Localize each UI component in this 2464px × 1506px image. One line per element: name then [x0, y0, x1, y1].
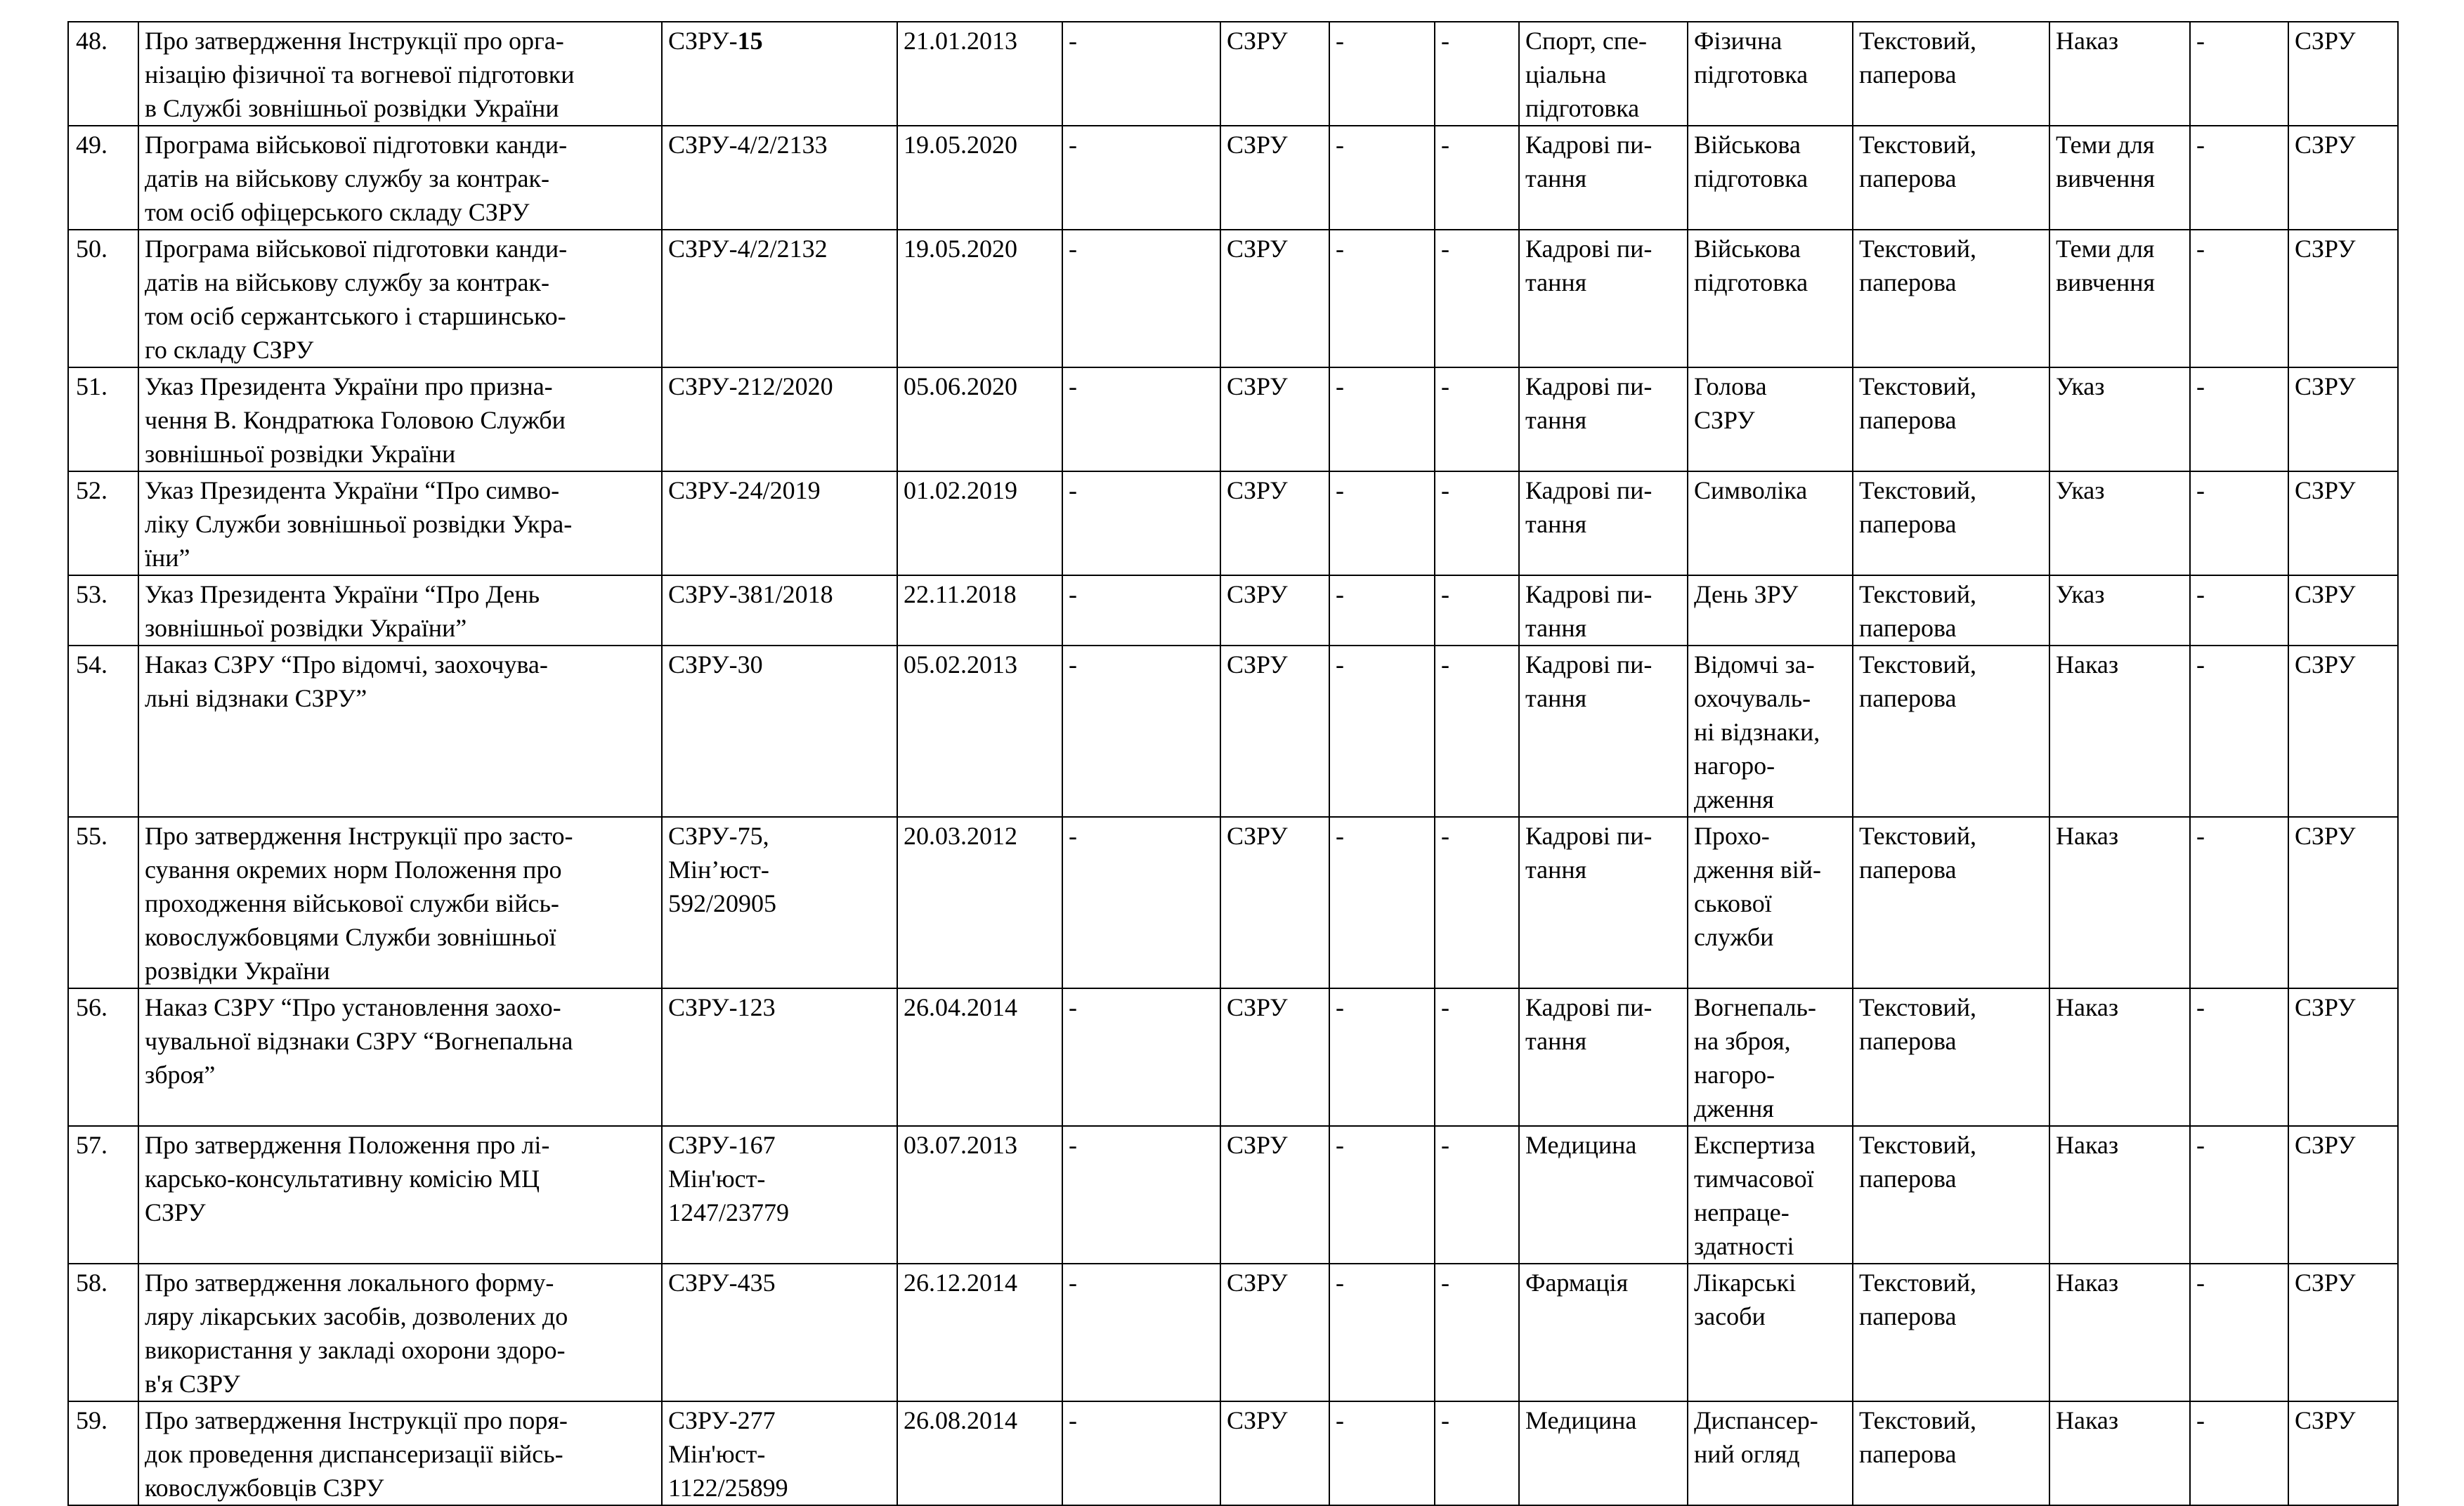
document-code-prefix: СЗРУ-4/2/2133	[668, 131, 828, 159]
document-category: Кадрові пи- тання	[1519, 471, 1688, 575]
document-type: Наказ	[2049, 1264, 2190, 1401]
document-subject: Лікарські засоби	[1688, 1264, 1853, 1401]
cell-dash: -	[1329, 367, 1435, 471]
document-code	[662, 1401, 897, 1505]
document-owner: СЗРУ	[2288, 575, 2398, 646]
document-title: Указ Президента України “Про День зовнішньої розвідки України”	[138, 575, 662, 646]
document-date: 01.02.2019	[897, 471, 1062, 575]
document-title: Програма військової підготовки канди- датів на військову службу за контрак- том осіб офіцерського складу СЗРУ	[138, 126, 662, 230]
document-author: СЗРУ	[1220, 646, 1329, 817]
document-title: Указ Президента України “Про симво- ліку Служби зовнішньої розвідки Укра- їни”	[138, 471, 662, 575]
document-author: СЗРУ	[1220, 817, 1329, 988]
document-category: Кадрові пи- тання	[1519, 367, 1688, 471]
document-date: 26.08.2014	[897, 1401, 1062, 1505]
document-subject: Голова СЗРУ	[1688, 367, 1853, 471]
document-subject: Експертиза тимчасової непраце- здатності	[1688, 1126, 1853, 1264]
document-format: Текстовий, паперова	[1853, 1401, 2049, 1505]
table-body	[68, 22, 2398, 1505]
cell-dash: -	[2190, 817, 2288, 988]
cell-dash: -	[2190, 1264, 2288, 1401]
cell-dash: -	[1329, 1264, 1435, 1401]
cell-dash: -	[1329, 230, 1435, 367]
document-type: Теми для вивчення	[2049, 230, 2190, 367]
document-category: Медицина	[1519, 1401, 1688, 1505]
document-code-prefix: СЗРУ-75, Мін’юст- 592/20905	[668, 822, 777, 917]
row-number: 51.	[68, 367, 138, 471]
document-code	[662, 1264, 897, 1401]
document-subject: Відомчі за- охочуваль- ні відзнаки, нагоро- дження	[1688, 646, 1853, 817]
cell-dash: -	[1435, 126, 1519, 230]
cell-dash: -	[1062, 367, 1220, 471]
cell-dash: -	[1435, 1126, 1519, 1264]
document-code-prefix: СЗРУ-277 Мін'юст- 1122/25899	[668, 1406, 788, 1502]
cell-dash: -	[1435, 1264, 1519, 1401]
cell-dash: -	[1435, 230, 1519, 367]
document-date: 22.11.2018	[897, 575, 1062, 646]
document-subject: Військова підготовка	[1688, 230, 1853, 367]
table-row	[68, 1126, 2398, 1264]
document-subject: Символіка	[1688, 471, 1853, 575]
document-type: Наказ	[2049, 817, 2190, 988]
cell-dash: -	[1062, 471, 1220, 575]
cell-dash: -	[1062, 1264, 1220, 1401]
document-format: Текстовий, паперова	[1853, 575, 2049, 646]
cell-dash: -	[1329, 575, 1435, 646]
table-row	[68, 230, 2398, 367]
document-author: СЗРУ	[1220, 22, 1329, 126]
document-category: Кадрові пи- тання	[1519, 817, 1688, 988]
cell-dash: -	[1435, 988, 1519, 1126]
row-number: 56.	[68, 988, 138, 1126]
row-number: 53.	[68, 575, 138, 646]
document-format: Текстовий, паперова	[1853, 22, 2049, 126]
document-type: Наказ	[2049, 1401, 2190, 1505]
cell-dash: -	[1329, 646, 1435, 817]
document-type: Наказ	[2049, 646, 2190, 817]
document-code-prefix: СЗРУ-123	[668, 993, 776, 1021]
document-code-prefix: СЗРУ-381/2018	[668, 580, 833, 608]
row-number: 59.	[68, 1401, 138, 1505]
table-row	[68, 1401, 2398, 1505]
document-format: Текстовий, паперова	[1853, 471, 2049, 575]
document-author: СЗРУ	[1220, 1126, 1329, 1264]
table-row	[68, 646, 2398, 817]
document-code	[662, 230, 897, 367]
row-number: 58.	[68, 1264, 138, 1401]
document-subject: Військова підготовка	[1688, 126, 1853, 230]
document-format: Текстовий, паперова	[1853, 367, 2049, 471]
document-author: СЗРУ	[1220, 575, 1329, 646]
cell-dash: -	[2190, 1126, 2288, 1264]
table-row	[68, 817, 2398, 988]
cell-dash: -	[1062, 22, 1220, 126]
document-code-prefix: СЗРУ-24/2019	[668, 476, 821, 504]
document-registry-table	[67, 21, 2399, 1506]
cell-dash: -	[1062, 126, 1220, 230]
cell-dash: -	[1435, 367, 1519, 471]
cell-dash: -	[2190, 126, 2288, 230]
document-subject: Вогнепаль- на зброя, нагоро- дження	[1688, 988, 1853, 1126]
document-title: Про затвердження Інструкції про засто- сування окремих норм Положення про проходження військової служби війсь- ковослужбовцями Служби зовнішньої розвідки України	[138, 817, 662, 988]
document-title: Програма військової підготовки канди- датів на військову службу за контрак- том осіб сержантського і старшинсько- го складу СЗРУ	[138, 230, 662, 367]
document-author: СЗРУ	[1220, 1401, 1329, 1505]
document-category: Кадрові пи- тання	[1519, 126, 1688, 230]
cell-dash: -	[2190, 471, 2288, 575]
document-owner: СЗРУ	[2288, 1401, 2398, 1505]
document-author: СЗРУ	[1220, 230, 1329, 367]
document-code	[662, 126, 897, 230]
document-owner: СЗРУ	[2288, 1126, 2398, 1264]
document-title: Про затвердження Положення про лі- карсько-консультативну комісію МЦ СЗРУ	[138, 1126, 662, 1264]
document-code-prefix: СЗРУ-4/2/2132	[668, 235, 828, 263]
document-type: Наказ	[2049, 22, 2190, 126]
cell-dash: -	[1062, 1401, 1220, 1505]
document-subject: Прохо- дження вій- ськової служби	[1688, 817, 1853, 988]
document-code	[662, 22, 897, 126]
document-category: Медицина	[1519, 1126, 1688, 1264]
document-title: Про затвердження Інструкції про орга- нізацію фізичної та вогневої підготовки в Службі зовнішньої розвідки України	[138, 22, 662, 126]
document-owner: СЗРУ	[2288, 988, 2398, 1126]
row-number: 57.	[68, 1126, 138, 1264]
document-owner: СЗРУ	[2288, 126, 2398, 230]
cell-dash: -	[1329, 1126, 1435, 1264]
cell-dash: -	[1435, 1401, 1519, 1505]
cell-dash: -	[2190, 367, 2288, 471]
table-row	[68, 367, 2398, 471]
document-title: Указ Президента України про призна- чення В. Кондратюка Головою Служби зовнішньої розвідки України	[138, 367, 662, 471]
document-type: Наказ	[2049, 1126, 2190, 1264]
document-owner: СЗРУ	[2288, 1264, 2398, 1401]
table-row	[68, 575, 2398, 646]
table-row	[68, 988, 2398, 1126]
document-code	[662, 646, 897, 817]
document-type: Теми для вивчення	[2049, 126, 2190, 230]
document-category: Кадрові пи- тання	[1519, 575, 1688, 646]
document-format: Текстовий, паперова	[1853, 1264, 2049, 1401]
document-date: 26.04.2014	[897, 988, 1062, 1126]
document-title: Про затвердження Інструкції про поря- док проведення диспансеризації війсь- ковослужбовців СЗРУ	[138, 1401, 662, 1505]
document-code-prefix: СЗРУ-212/2020	[668, 372, 833, 400]
cell-dash: -	[2190, 22, 2288, 126]
cell-dash: -	[1435, 575, 1519, 646]
table-row	[68, 471, 2398, 575]
cell-dash: -	[1329, 988, 1435, 1126]
row-number: 48.	[68, 22, 138, 126]
document-title: Про затвердження локального форму- ляру лікарських засобів, дозволених до використання у закладі охорони здоро- в'я СЗРУ	[138, 1264, 662, 1401]
document-code-prefix: СЗРУ-30	[668, 650, 763, 679]
document-date: 20.03.2012	[897, 817, 1062, 988]
cell-dash: -	[1329, 471, 1435, 575]
cell-dash: -	[1435, 22, 1519, 126]
cell-dash: -	[1062, 988, 1220, 1126]
table-row	[68, 1264, 2398, 1401]
cell-dash: -	[2190, 646, 2288, 817]
document-format: Текстовий, паперова	[1853, 817, 2049, 988]
document-code	[662, 988, 897, 1126]
table-row	[68, 126, 2398, 230]
document-author: СЗРУ	[1220, 126, 1329, 230]
cell-dash: -	[1435, 471, 1519, 575]
cell-dash: -	[1329, 126, 1435, 230]
cell-dash: -	[1062, 575, 1220, 646]
document-code-number: 15	[737, 27, 763, 55]
document-subject: Диспансер- ний огляд	[1688, 1401, 1853, 1505]
row-number: 55.	[68, 817, 138, 988]
cell-dash: -	[2190, 575, 2288, 646]
document-code	[662, 1126, 897, 1264]
document-author: СЗРУ	[1220, 367, 1329, 471]
document-type: Указ	[2049, 367, 2190, 471]
document-format: Текстовий, паперова	[1853, 988, 2049, 1126]
document-code	[662, 817, 897, 988]
table-row	[68, 22, 2398, 126]
document-date: 05.06.2020	[897, 367, 1062, 471]
document-code-prefix: СЗРУ-	[668, 27, 738, 55]
document-format: Текстовий, паперова	[1853, 646, 2049, 817]
row-number: 49.	[68, 126, 138, 230]
document-owner: СЗРУ	[2288, 471, 2398, 575]
document-format: Текстовий, паперова	[1853, 230, 2049, 367]
row-number: 52.	[68, 471, 138, 575]
cell-dash: -	[1062, 230, 1220, 367]
document-date: 03.07.2013	[897, 1126, 1062, 1264]
cell-dash: -	[2190, 230, 2288, 367]
document-date: 21.01.2013	[897, 22, 1062, 126]
row-number: 50.	[68, 230, 138, 367]
document-owner: СЗРУ	[2288, 22, 2398, 126]
document-type: Указ	[2049, 575, 2190, 646]
cell-dash: -	[2190, 988, 2288, 1126]
document-category: Спорт, спе- ціальна підготовка	[1519, 22, 1688, 126]
cell-dash: -	[2190, 1401, 2288, 1505]
cell-dash: -	[1062, 646, 1220, 817]
document-date: 19.05.2020	[897, 126, 1062, 230]
document-owner: СЗРУ	[2288, 817, 2398, 988]
document-category: Кадрові пи- тання	[1519, 230, 1688, 367]
document-code	[662, 575, 897, 646]
cell-dash: -	[1329, 817, 1435, 988]
document-author: СЗРУ	[1220, 988, 1329, 1126]
document-owner: СЗРУ	[2288, 646, 2398, 817]
document-type: Указ	[2049, 471, 2190, 575]
document-format: Текстовий, паперова	[1853, 1126, 2049, 1264]
document-subject: Фізична підготовка	[1688, 22, 1853, 126]
document-title: Наказ СЗРУ “Про відомчі, заохочува- льні відзнаки СЗРУ”	[138, 646, 662, 817]
row-number: 54.	[68, 646, 138, 817]
cell-dash: -	[1329, 1401, 1435, 1505]
document-owner: СЗРУ	[2288, 230, 2398, 367]
document-author: СЗРУ	[1220, 471, 1329, 575]
document-code-prefix: СЗРУ-167 Мін'юст- 1247/23779	[668, 1131, 790, 1226]
cell-dash: -	[1329, 22, 1435, 126]
document-code-prefix: СЗРУ-435	[668, 1269, 776, 1297]
document-date: 19.05.2020	[897, 230, 1062, 367]
document-category: Кадрові пи- тання	[1519, 988, 1688, 1126]
document-code	[662, 367, 897, 471]
cell-dash: -	[1062, 817, 1220, 988]
document-code	[662, 471, 897, 575]
document-category: Фармація	[1519, 1264, 1688, 1401]
document-title: Наказ СЗРУ “Про установлення заохо- чувальної відзнаки СЗРУ “Вогнепальна зброя”	[138, 988, 662, 1126]
cell-dash: -	[1435, 646, 1519, 817]
document-date: 05.02.2013	[897, 646, 1062, 817]
document-author: СЗРУ	[1220, 1264, 1329, 1401]
document-subject: День ЗРУ	[1688, 575, 1853, 646]
cell-dash: -	[1435, 817, 1519, 988]
cell-dash: -	[1062, 1126, 1220, 1264]
document-owner: СЗРУ	[2288, 367, 2398, 471]
document-type: Наказ	[2049, 988, 2190, 1126]
document-category: Кадрові пи- тання	[1519, 646, 1688, 817]
document-date: 26.12.2014	[897, 1264, 1062, 1401]
document-format: Текстовий, паперова	[1853, 126, 2049, 230]
